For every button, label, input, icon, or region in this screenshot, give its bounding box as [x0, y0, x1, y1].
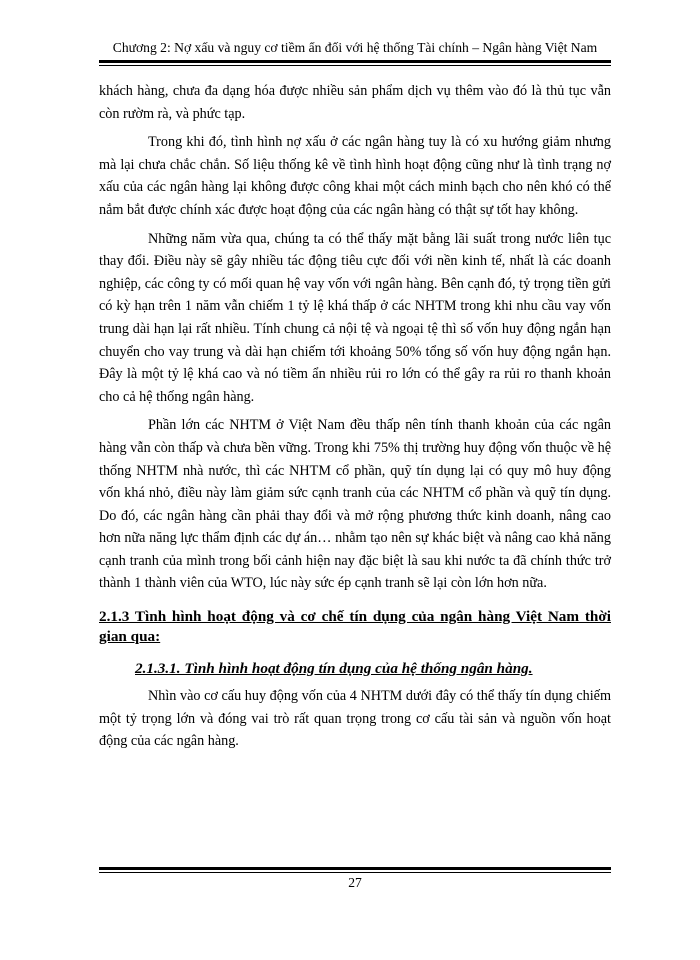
paragraph-continued: khách hàng, chưa đa dạng hóa được nhiều sản phẩm dịch vụ thêm vào đó là thủ tục vẫn còn rườm rà, và phức tạp.: [99, 83, 611, 122]
header-rule-thick: [99, 60, 611, 63]
paragraph-interest-rates: Những năm vừa qua, chúng ta có thể thấy mặt bằng lãi suất trong nước liên tục thay đổi. Điều này sẽ gây nhiều tác động tiêu cực đối với nền kinh tế, nhất là các doanh nghiệp, các công ty có mối quan hệ vay vốn với ngân hàng. Bên cạnh đó, tỷ trọng tiền gửi có kỳ hạn trên 1 năm vẫn chiếm 1 tỷ lệ khá thấp ở các NHTM trong khi nhu cầu vay vốn trung dài hạn lại rất nhiều. Tính chung cả nội tệ và ngoại tệ thì số vốn huy động ngắn hạn chuyển cho vay trung và dài hạn chiếm tới khoảng 50% tổng số vốn huy động ngắn hạn. Đây là một tỷ lệ khá cao và nó tiềm ẩn nhiều rủi ro lớn có thể gây ra rủi ro thanh khoản cho cả hệ thống ngân hàng.: [99, 230, 611, 405]
subsection-heading: 2.1.3.1. Tình hình hoạt động tín dụng của hệ thống ngân hàng.: [135, 660, 533, 678]
page-number: 27: [348, 875, 362, 890]
paragraph-credit-structure: Nhìn vào cơ cấu huy động vốn của 4 NHTM dưới đây có thể thấy tín dụng chiếm một tỷ trọng lớn và đóng vai trò rất quan trọng trong cơ cấu tài sản và nguồn vốn hoạt động của các ngân hàng.: [99, 688, 611, 750]
paragraph-bad-debt: Trong khi đó, tình hình nợ xấu ở các ngân hàng tuy là có xu hướng giảm nhưng mà lại chưa chắc chắn. Số liệu thống kê về tình hình hoạt động cũng như là tình trạng nợ xấu của các ngân hàng lại không được công khai một cách minh bạch cho nên khó có thể nắm bắt được chính xác được hoạt động của các ngân hàng có thật sự tốt hay không.: [99, 134, 611, 218]
footer-rule-thick: [99, 867, 611, 870]
running-header: Chương 2: Nợ xấu và nguy cơ tiềm ẩn đối với hệ thống Tài chính – Ngân hàng Việt Nam: [112, 40, 598, 55]
section-heading: 2.1.3 Tình hình hoạt động và cơ chế tín dụng của ngân hàng Việt Nam thời gian qua:: [99, 608, 611, 646]
paragraph-liquidity: Phần lớn các NHTM ở Việt Nam đều thấp nên tính thanh khoản của các ngân hàng vẫn còn thấp và chưa bền vững. Trong khi 75% thị trường huy động vốn thuộc về hệ thống NHTM nhà nước, thì các NHTM cổ phần, quỹ tín dụng lại có quy mô huy động vốn khá nhỏ, điều này làm giảm sức cạnh tranh của các NHTM cổ phần và quỹ tín dụng. Do đó, các ngân hàng cần phải thay đổi và mở rộng phương thức kinh doanh, nâng cao hơn nữa năng lực thẩm định các dự án… nhằm tạo nên sự khác biệt và nâng cao khả năng cạnh tranh của mình trong bối cảnh hiện nay đặc biệt là sau khi nước ta đã chính thức trở thành 1 thành viên của WTO, lúc này sức ép cạnh tranh sẽ lại còn lớn hơn nữa.: [99, 417, 611, 592]
header-rule-thin: [99, 65, 611, 66]
body-text: [99, 80, 611, 753]
footer-rule-thin: [99, 872, 611, 873]
